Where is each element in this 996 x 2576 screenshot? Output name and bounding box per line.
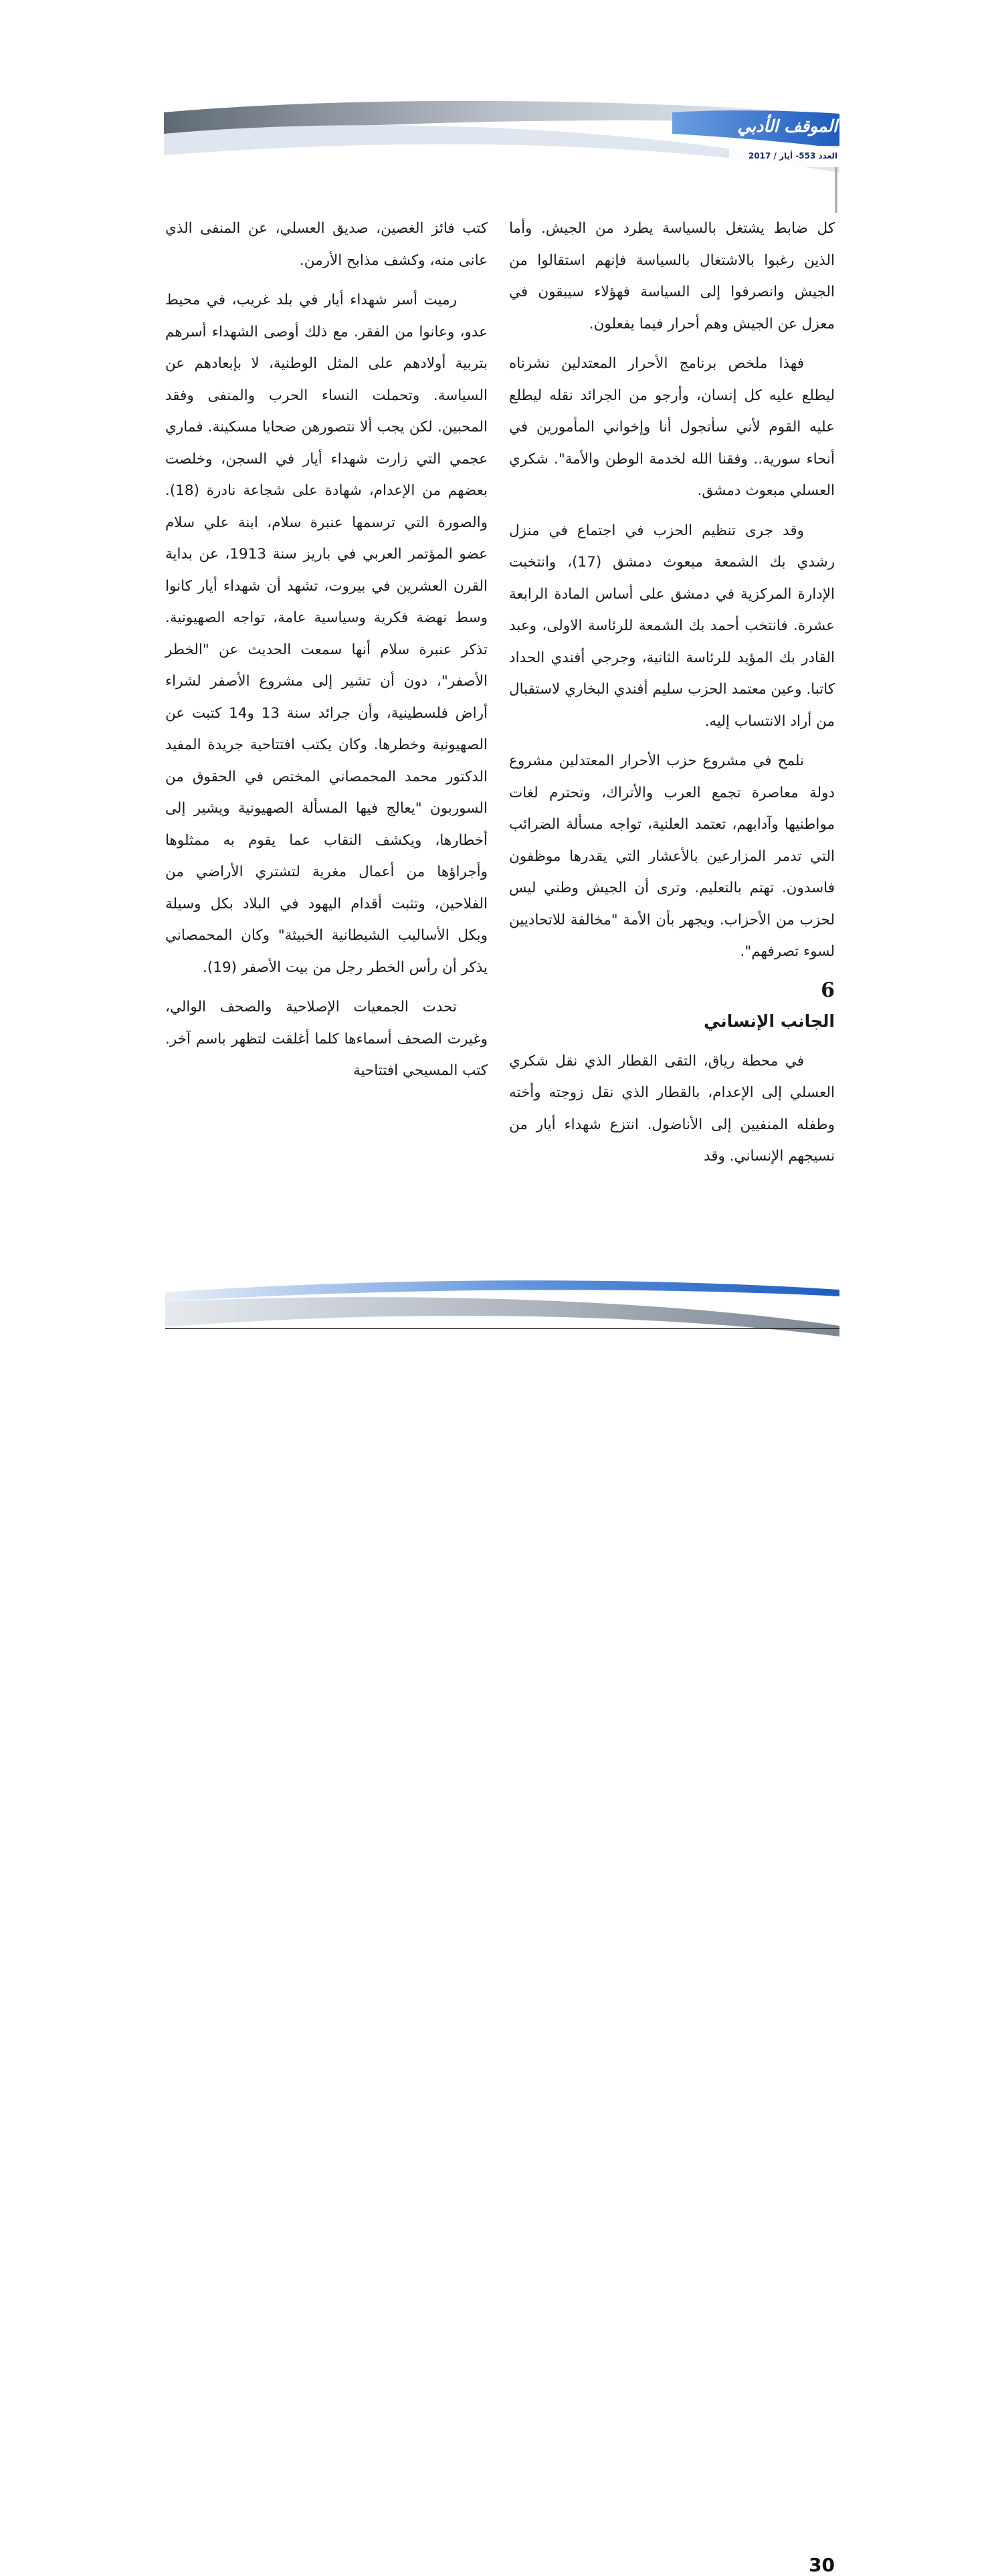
magazine-logo: الموقف الأدبي	[737, 116, 837, 136]
paragraph: نلمح في مشروع حزب الأحرار المعتدلين مشروع دولة معاصرة تجمع العرب والأتراك، وتحترم لغات مواطنيها وآدابهم، تعتمد العلنية، تواجه مسألة الضرائب التي تدمر المزارعين بالأعشار التي يقدرها موظفون فاسدون. تهتم بالتعليم. وترى أن الجيش وطني ليس لحزب من الأحزاب. ويجهر بأن الأمة "مخالفة للاتحاديين لسوء تصرفهم".	[509, 753, 835, 960]
left-column	[165, 213, 488, 1250]
paragraph: في محطة رياق، التقى القطار الذي نقل شكري العسلي إلى الإعدام، بالقطار الذي نقل زوجته وأخته وطفله المنفيين إلى الأناضول. انتزع شهداء أيار من نسيجهم الإنساني. وقد	[509, 1052, 835, 1165]
paragraph: وقد جرى تنظيم الحزب في اجتماع في منزل رشدي بك الشمعة مبعوث دمشق (17)، وانتخبت الإدارة المركزية في دمشق على أساس المادة الرابعة عشرة. فانتخب أحمد بك الشمعة للرئاسة الاولى، وعبد القادر بك المؤيد للرئاسة الثانية، وجرجي أفندي الحداد كاتبا. وعين معتمد الحزب سليم أفندي البخاري لاستقبال من أراد الانتساب إليه.	[509, 522, 835, 730]
paragraph: كتب فائز الغصين، صديق العسلي، عن المنفى الذي عانى منه، وكشف مذابح الأرمن.	[165, 220, 488, 269]
page-footer	[0, 1264, 996, 2576]
page-number: 30	[809, 2554, 835, 2576]
right-column	[509, 213, 835, 1250]
header-swoosh-graphic	[0, 0, 996, 221]
paragraph: كل ضابط يشتغل بالسياسة يطرد من الجيش. وأما الذين رغبوا بالاشتغال بالسياسة فإنهم استقالوا من الجيش وانصرفوا إلى السياسة فهؤلاء سيبقون في معزل عن الجيش وهم أحرار فيما يفعلون.	[509, 220, 835, 332]
paragraph: رميت أسر شهداء أيار في بلد غريب، في محيط عدو، وعانوا من الفقر. مع ذلك أوصى الشهداء أسرهم بتربية أولادهم على المثل الوطنية، لا بإبعادهم عن السياسة. وتحملت النساء الحرب والمنفى وفقد المحبين. لكن يجب ألا نتصورهن ضحايا مسكينة. فماري عجمي التي زارت شهداء أيار في السجن، وخلصت بعضهم من الإعدام، شهادة على شجاعة نادرة (18). والصورة التي ترسمها عنبرة سلام، ابنة علي سلام عضو المؤتمر العربي في باريز سنة 1913، عن بداية القرن العشرين في بيروت، تشهد أن شهداء أيار كانوا وسط نهضة فكرية وسياسية عامة، تواجه الصهيونية. تذكر عنبرة سلام أنها سمعت الحديث عن "الخطر الأصفر"، دون أن تشير إلى مشروع الأصفر لشراء أراض فلسطينية، وأن جرائد سنة 13 و14 كتبت عن الصهيونية وخطرها. وكان يكتب افتتاحية جريدة المفيد الدكتور محمد المحمصاني المختص في الحقوق من السوربون "يعالج فيها المسألة الصهيونية ويشير إلى أخطارها، ويكشف النقاب عما يقوم به ممثلوها وأجراؤها من أعمال مغرية لتشتري الأراضي من الفلاحين، وتثبت أقدام اليهود في البلاد بكل وسيلة وبكل الأساليب الشيطانية الخبيثة" وكان المحمصاني يذكر أن رأس الخطر رجل من بيت الأصفر (19).	[165, 292, 488, 976]
section-title: الجانب الإنساني	[704, 1011, 835, 1031]
page-header	[0, 0, 996, 221]
footer-swoosh-graphic	[0, 1264, 996, 1351]
issue-line: العدد 553- أيار / 2017	[748, 151, 837, 161]
section-number: 6	[821, 978, 835, 1002]
paragraph: تحدت الجمعيات الإصلاحية والصحف الوالي، وغيرت الصحف أسماءها كلما أغلقت لتظهر باسم آخر. كتب المسيحي افتتاحية	[165, 999, 488, 1079]
paragraph: فهذا ملخص برنامج الأحرار المعتدلين نشرناه ليطلع عليه كل إنسان، وأرجو من الجرائد نقله ليطلع عليه القوم لأني سأتجول أنا وإخواني المأمورين في أنحاء سورية.. وفقنا الله لخدمة الوطن والأمة". شكري العسلي مبعوث دمشق.	[509, 355, 835, 499]
